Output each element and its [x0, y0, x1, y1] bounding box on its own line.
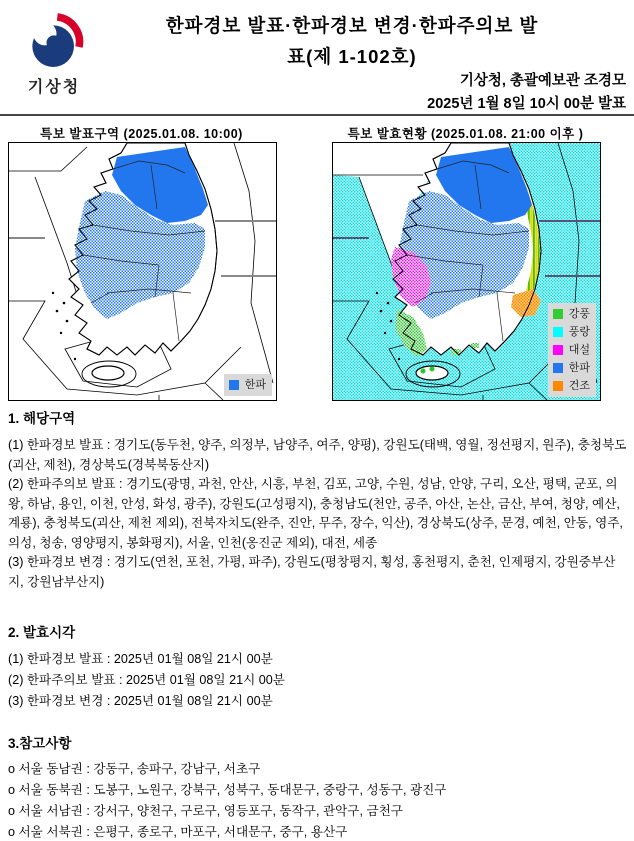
page-title-line1: 한파경보 발표·한파경보 변경·한파주의보 발 [165, 15, 539, 36]
agency-name: 기상청 [27, 79, 81, 96]
section-times-heading: 2. 발효시각 [8, 625, 76, 640]
legend-item-dry [553, 377, 590, 395]
notes-item-seoul-se: o 서울 동남권 : 강동구, 송파구, 강남구, 서초구 [8, 762, 261, 776]
dry-swatch-icon [553, 381, 563, 391]
legend-item-cold-wave [229, 376, 266, 394]
section-notes-heading: 3.참고사항 [8, 736, 72, 751]
header-divider [0, 114, 634, 116]
kma-emblem-icon [24, 12, 84, 72]
right-map-legend [548, 303, 596, 397]
cold-wave-swatch-icon [229, 380, 239, 390]
legend-item-wave [553, 323, 590, 341]
legend-label: 풍랑 [568, 326, 590, 338]
issued-timestamp: 2025년 1월 8일 10시 00분 발표 [427, 96, 626, 112]
legend-item-snow [553, 341, 590, 359]
legend-label: 대설 [568, 344, 590, 356]
right-map-title: 특보 발효현황 (2025.01.08. 21:00 이후 ) [347, 127, 584, 141]
issuer-block [427, 70, 626, 116]
left-map-legend [224, 374, 272, 396]
section-areas-body [8, 436, 628, 592]
legend-label: 한파 [568, 362, 590, 374]
areas-item-warning-announce: (1) 한파경보 발표 : 경기도(동두천, 양주, 의정부, 남양주, 여주, 양평), 강원도(태백, 영월, 정선평지, 원주), 충청북도(괴산, 제천), 경상북도(경북북동산지) [8, 438, 627, 472]
issuer-name: 기상청, 총괄예보관 조경모 [459, 73, 626, 89]
warning-announcement-map [8, 142, 277, 401]
section-areas-heading: 1. 해당구역 [8, 411, 76, 426]
korea-map-announced-icon [9, 143, 276, 400]
page-title-line2: 표(제 1-102호) [287, 46, 417, 67]
kma-logo [16, 12, 92, 97]
cold-wave-swatch-icon [553, 363, 563, 373]
legend-label: 강풍 [568, 308, 590, 320]
warning-effective-map [332, 142, 601, 401]
gale-swatch-icon [553, 309, 563, 319]
page-title [100, 10, 604, 72]
wave-swatch-icon [553, 327, 563, 337]
legend-item-cold-wave [553, 359, 590, 377]
areas-item-warning-change: (3) 한파경보 변경 : 경기도(연천, 포천, 가평, 파주), 강원도(평창평지, 횡성, 홍천평지, 춘천, 인제평지, 강원중부산지, 강원남부산지) [8, 555, 616, 589]
snow-swatch-icon [553, 345, 563, 355]
notes-item-seoul-nw: o 서울 서북권 : 은평구, 종로구, 마포구, 서대문구, 중구, 용산구 [8, 825, 348, 839]
times-item-warning-announce: (1) 한파경보 발표 : 2025년 01월 08일 21시 00분 [8, 652, 273, 666]
notes-item-seoul-sw: o 서울 서남권 : 강서구, 양천구, 구로구, 영등포구, 동작구, 관악구, 금천구 [8, 804, 403, 818]
legend-label: 건조 [568, 380, 590, 392]
notes-item-seoul-ne: o 서울 동북권 : 도봉구, 노원구, 강북구, 성북구, 동대문구, 중랑구, 성동구, 광진구 [8, 783, 447, 797]
times-item-warning-change: (3) 한파경보 변경 : 2025년 01월 08일 21시 00분 [8, 694, 273, 708]
left-map-title: 특보 발표구역 (2025.01.08. 10:00) [40, 127, 243, 141]
times-item-advisory-announce: (2) 한파주의보 발표 : 2025년 01월 08일 21시 00분 [8, 673, 285, 687]
section-times-body [8, 649, 628, 712]
areas-item-advisory-announce: (2) 한파주의보 발표 : 경기도(광명, 과천, 안산, 시흥, 부천, 김포, 고양, 수원, 성남, 안양, 구리, 오산, 평택, 군포, 의왕, 하남, 용인, 이천, 안성, 화성, 광주), 강원도(고성평지), 충청남도(천안, 공주, 아산, 논산, 금산, 부여, 청양, 예산, 계룡), 충청북도(괴산, 제천 제외), 전북자치도(완주, 진안, 무주, 장수, 익산), 경상북도(상주, 문경, 예천, 안동, 영주, 의성, 청송, 영양평지, 봉화평지), 서울, 인천(옹진군 제외), 대전, 세종 [8, 477, 623, 550]
section-notes-body [8, 759, 628, 841]
legend-label: 한파 [244, 379, 266, 391]
legend-item-gale [553, 305, 590, 323]
